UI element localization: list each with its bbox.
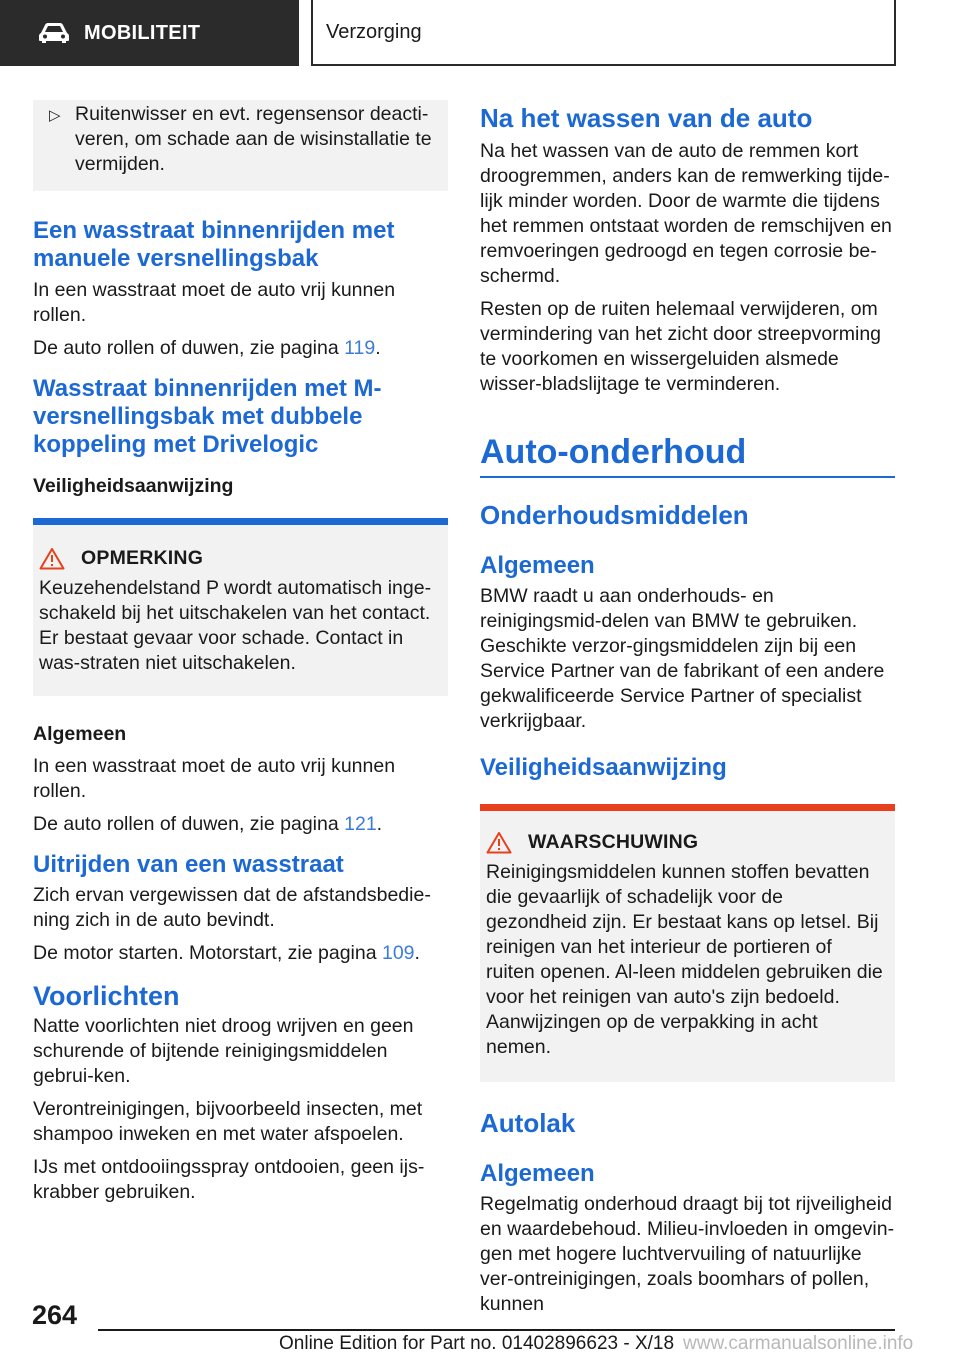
section-tab xyxy=(0,0,299,66)
section-label: MOBILITEIT xyxy=(84,21,201,44)
after-paragraph-1: Na het wassen van de auto de remmen kort droogremmen, anders kan de remwerking tijde‐lijk minder worden. Door de warmte die tijdens het remmen ontstaat worden de remschijven en remvoeringen gedroogd en tegen corrosie be‐schermd. xyxy=(480,140,892,287)
step-text: Ruitenwisser en evt. regensensor deacti‐veren, om schade aan de wisinstallatie te vermijden. xyxy=(75,103,432,175)
right-column xyxy=(480,100,895,1325)
general-paragraph-2-text: De auto rollen of duwen, zie pagina xyxy=(33,813,345,835)
manual-paragraph-2-end: . xyxy=(375,337,381,359)
warning-triangle-icon xyxy=(39,547,65,570)
page-number: 264 xyxy=(32,1300,78,1330)
lights-paragraph-1: Natte voorlichten niet droog wrijven en geen schurende of bijtende reinigingsmiddelen gebrui‐ken. xyxy=(33,1015,414,1087)
exit-paragraph-2-text: De motor starten. Motorstart, zie pagina xyxy=(33,942,382,964)
footer-rule xyxy=(98,1329,895,1331)
heading-manual-gearbox: Een wasstraat binnenrijden met manuele versnellingsbak xyxy=(33,217,395,272)
exit-paragraph-2-end: . xyxy=(414,942,420,964)
step-box xyxy=(33,100,448,191)
heading-car-care: Auto-onderhoud xyxy=(480,433,747,471)
general-subheading: Algemeen xyxy=(33,723,127,745)
heading-general-products: Algemeen xyxy=(480,552,595,579)
general-paragraph-1: In een wasstraat moet de auto vrij kunnen rollen. xyxy=(33,755,396,802)
page-link-109[interactable]: 109 xyxy=(381,942,415,964)
general-paragraph-2 xyxy=(33,812,448,837)
heading-m-dkg: Wasstraat binnenrijden met M-versnellingsbak met dubbele koppeling met Drivelogic xyxy=(33,375,382,458)
notice-text: Keuzehendelstand P wordt automatisch inge‐schakeld bij het uitschakelen van het contact. Er bestaat gevaar voor schade. Contact in was‐straten niet uitschakelen. xyxy=(39,577,432,674)
page-link-121[interactable]: 121 xyxy=(344,813,377,835)
lights-paragraph-2: Verontreinigingen, bijvoorbeeld insecten, met shampoo inweken en met water afspoelen. xyxy=(33,1098,423,1145)
heading-after-wash: Na het wassen van de auto xyxy=(480,103,813,133)
paint-paragraph: Regelmatig onderhoud draagt bij tot rijveiligheid en waardebehoud. Milieu-invloeden in omgevin‐gen met hogere luchtvervuiling of natuurlijke ver‐ontreinigingen, zoals boomhars of pollen, kunnen xyxy=(480,1193,895,1315)
chapter-tab xyxy=(311,0,896,66)
products-paragraph: BMW raadt u aan onderhouds- en reinigingsmid‐delen van BMW te gebruiken. Geschikte verzor‐gingsmiddelen zijn bij een Service Partner van de fabrikant of een andere gekwalificeerde Service Partner of specialist verkrijgbaar. xyxy=(480,585,885,732)
warning-text: Reinigingsmiddelen kunnen stoffen bevatten die gevaarlijk of schadelijk voor de gezondheid zijn. Er bestaat kans op letsel. Bij reinigen van het interieur de portieren of ruiten openen. Al‐leen middelen gebruiken die voor het reinigen van auto's zijn bedoeld. Aanwijzingen op de verpakking in acht nemen. xyxy=(486,861,883,1058)
safety-subheading: Veiligheidsaanwijzing xyxy=(33,475,234,497)
heading-exit-carwash: Uitrijden van een wasstraat xyxy=(33,851,344,878)
page-link-119[interactable]: 119 xyxy=(344,337,376,359)
exit-paragraph-1: Zich ervan vergewissen dat de afstandsbedie‐ning zich in de auto bevindt. xyxy=(33,884,431,931)
edition-text: Online Edition for Part no. 01402896623 - X/18 xyxy=(279,1333,675,1354)
notice-title: OPMERKING xyxy=(81,547,204,569)
chapter-label: Verzorging xyxy=(326,20,422,43)
manual-paragraph-2-text: De auto rollen of duwen, zie pagina xyxy=(33,337,345,359)
warning-header xyxy=(486,831,883,854)
general-paragraph-2-end: . xyxy=(376,813,383,835)
heading-care-products: Onderhoudsmiddelen xyxy=(480,500,749,530)
heading-paint: Autolak xyxy=(480,1108,576,1138)
warning-title: WAARSCHUWING xyxy=(528,831,699,853)
warning-triangle-icon xyxy=(486,831,512,854)
notice-header xyxy=(39,547,436,570)
left-column xyxy=(33,100,448,1213)
lights-paragraph-3: IJs met ontdooiingsspray ontdooien, geen ijs‐krabber gebruiken. xyxy=(33,1156,425,1203)
watermark: www.carmanualsonline.info xyxy=(683,1333,914,1354)
step-triangle-icon: ▷ xyxy=(49,107,61,124)
heading-headlights: Voorlichten xyxy=(33,981,180,1011)
heading-safety: Veiligheidsaanwijzing xyxy=(480,754,727,781)
manual-paragraph-1: In een wasstraat moet de auto vrij kunnen rollen. xyxy=(33,279,396,326)
notice-box xyxy=(33,518,448,696)
heading-rule xyxy=(480,476,895,478)
after-paragraph-2: Resten op de ruiten helemaal verwijderen, om vermindering van het zicht door streepvorming te voorkomen en wissergeluiden alsmede wisser‐bladslijtage te verminderen. xyxy=(480,298,882,395)
manual-paragraph-2 xyxy=(33,336,448,361)
warning-box xyxy=(480,804,895,1082)
car-icon xyxy=(38,22,70,44)
heading-general-paint: Algemeen xyxy=(480,1160,595,1187)
exit-paragraph-2 xyxy=(33,941,448,966)
page-header xyxy=(0,0,960,66)
